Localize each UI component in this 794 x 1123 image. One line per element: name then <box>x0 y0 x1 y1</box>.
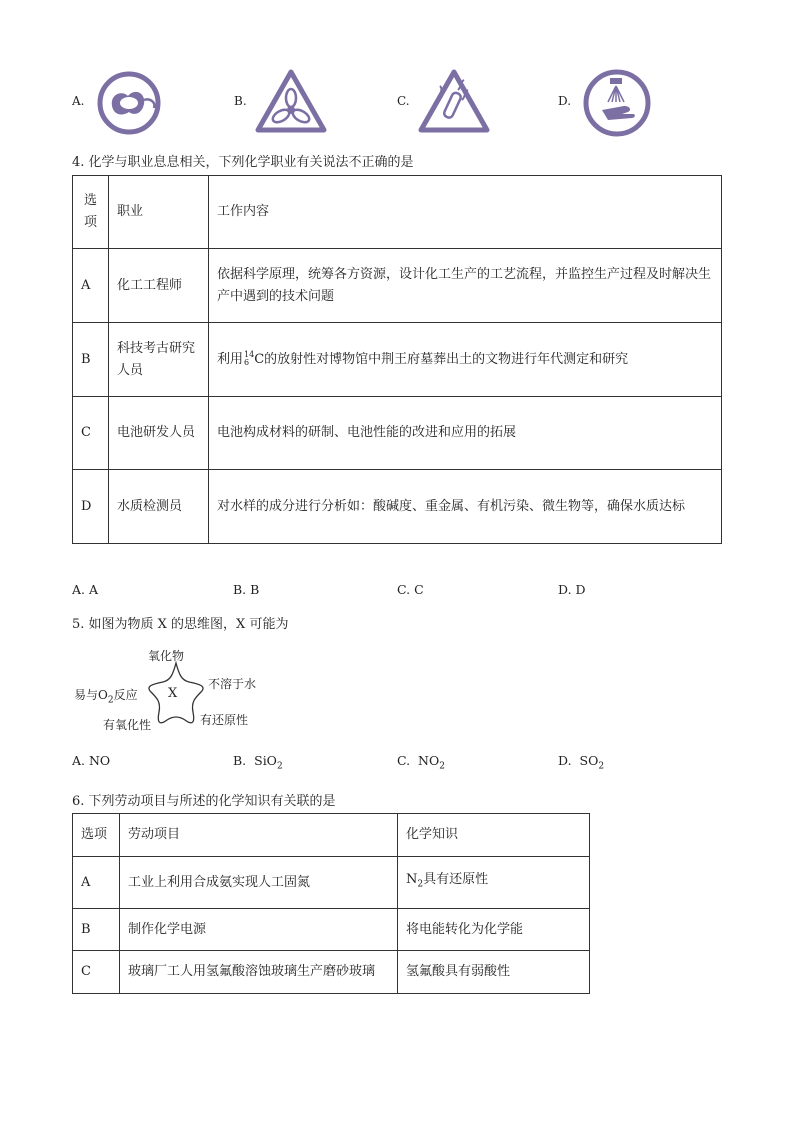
question-5-stem: 5. 如图为物质 X 的思维图，X 可能为 <box>72 617 289 632</box>
knowledge-formula: N <box>406 872 418 888</box>
row-option: A <box>73 857 120 909</box>
question-4-stem: 4. 化学与职业息息相关，下列化学职业有关说法不正确的是 <box>72 155 414 170</box>
row-content: 依据科学原理，统筹各方资源，设计化工生产的工艺流程，并监控生产过程及时解决生产中遇到的技术问题 <box>209 249 722 323</box>
header-job: 职业 <box>109 176 209 249</box>
row-project: 工业上利用合成氨实现人工固氮 <box>120 857 398 909</box>
header-content: 工作内容 <box>209 176 722 249</box>
row-option: B <box>73 323 109 397</box>
isotope-atomic-number: 6 <box>244 358 250 367</box>
row-knowledge <box>398 857 590 909</box>
option-a-label: A. <box>72 94 85 108</box>
option-b-label: B. <box>234 94 247 108</box>
table-header-row <box>73 176 722 249</box>
q4-choice-a: A. A <box>72 582 99 597</box>
node-left-post: 反应 <box>113 688 138 702</box>
node-left-pre: 易与 <box>74 688 99 702</box>
header-project: 劳动项目 <box>120 814 398 857</box>
node-left-sub: 2 <box>107 695 114 706</box>
choice-b-label: B. <box>233 753 247 768</box>
table-row <box>73 470 722 544</box>
q4-choice-c: C. C <box>397 582 424 597</box>
q5-choice-a: A. NO <box>72 753 111 768</box>
isotope-symbol: C <box>254 351 265 367</box>
row-knowledge: 将电能转化为化学能 <box>398 909 590 951</box>
choice-d-label: D. <box>558 753 572 768</box>
node-left-formula: O <box>98 688 108 702</box>
row-option: D <box>73 470 109 544</box>
content-pre: 利用 <box>217 351 244 367</box>
q5-choice-b <box>233 753 283 772</box>
q6-table <box>72 813 590 994</box>
table-row <box>73 397 722 470</box>
choice-b-sub: 2 <box>276 761 283 772</box>
choice-b-formula: SiO <box>254 753 277 768</box>
fan-icon <box>255 68 327 134</box>
row-job: 科技考古研究人员 <box>109 323 209 397</box>
choice-c-sub: 2 <box>439 761 445 772</box>
row-job: 水质检测员 <box>109 470 209 544</box>
row-job: 化工工程师 <box>109 249 209 323</box>
choice-c-formula: NO <box>418 753 440 768</box>
option-c-label: C. <box>397 94 410 108</box>
row-project: 玻璃厂工人用氢氟酸溶蚀玻璃生产磨砂玻璃 <box>120 951 398 994</box>
choice-d-formula: SO <box>579 753 599 768</box>
header-option: 选项 <box>73 814 120 857</box>
center-x: X <box>168 686 178 701</box>
q4-table <box>72 175 722 544</box>
node-insoluble: 不溶于水 <box>208 677 257 691</box>
row-knowledge: 氢氟酸具有弱酸性 <box>398 951 590 994</box>
header-option: 选项 <box>73 176 109 249</box>
table-row <box>73 323 722 397</box>
knowledge-sub: 2 <box>417 879 424 890</box>
table-header-row <box>73 814 590 857</box>
node-reducing: 有还原性 <box>200 713 249 727</box>
row-content: 对水样的成分进行分析如：酸碱度、重金属、有机污染、微生物等，确保水质达标 <box>209 470 722 544</box>
node-reacts-with-o2 <box>74 686 138 705</box>
isotope-mass-number: 14 <box>244 350 255 359</box>
q5-choice-c <box>397 753 445 772</box>
option-d-label: D. <box>558 94 572 108</box>
hot-test-tube-icon <box>418 68 490 134</box>
knowledge-post: 具有还原性 <box>423 872 489 888</box>
table-row <box>73 951 590 994</box>
content-post: 的放射性对博物馆中荆王府墓葬出土的文物进行年代测定和研究 <box>264 351 629 367</box>
row-option: B <box>73 909 120 951</box>
table-row <box>73 249 722 323</box>
table-row <box>73 857 590 909</box>
choice-c-label: C. <box>397 753 411 768</box>
apron-icon <box>96 70 162 136</box>
row-project: 制作化学电源 <box>120 909 398 951</box>
q4-choice-b: B. B <box>233 582 260 597</box>
q4-choice-d: D. D <box>558 582 586 597</box>
question-6-stem: 6. 下列劳动项目与所述的化学知识有关联的是 <box>72 794 336 809</box>
row-option: C <box>73 951 120 994</box>
row-content <box>209 323 722 397</box>
wash-hands-icon <box>582 68 652 138</box>
row-job: 电池研发人员 <box>109 397 209 470</box>
isotope-scripts <box>244 351 254 367</box>
node-oxidizing: 有氧化性 <box>103 718 152 732</box>
row-option: C <box>73 397 109 470</box>
table-row <box>73 909 590 951</box>
row-content: 电池构成材料的研制、电池性能的改进和应用的拓展 <box>209 397 722 470</box>
row-option: A <box>73 249 109 323</box>
q5-choice-d <box>558 753 604 772</box>
node-oxide: 氧化物 <box>148 649 185 663</box>
choice-d-sub: 2 <box>598 761 605 772</box>
header-knowledge: 化学知识 <box>398 814 590 857</box>
